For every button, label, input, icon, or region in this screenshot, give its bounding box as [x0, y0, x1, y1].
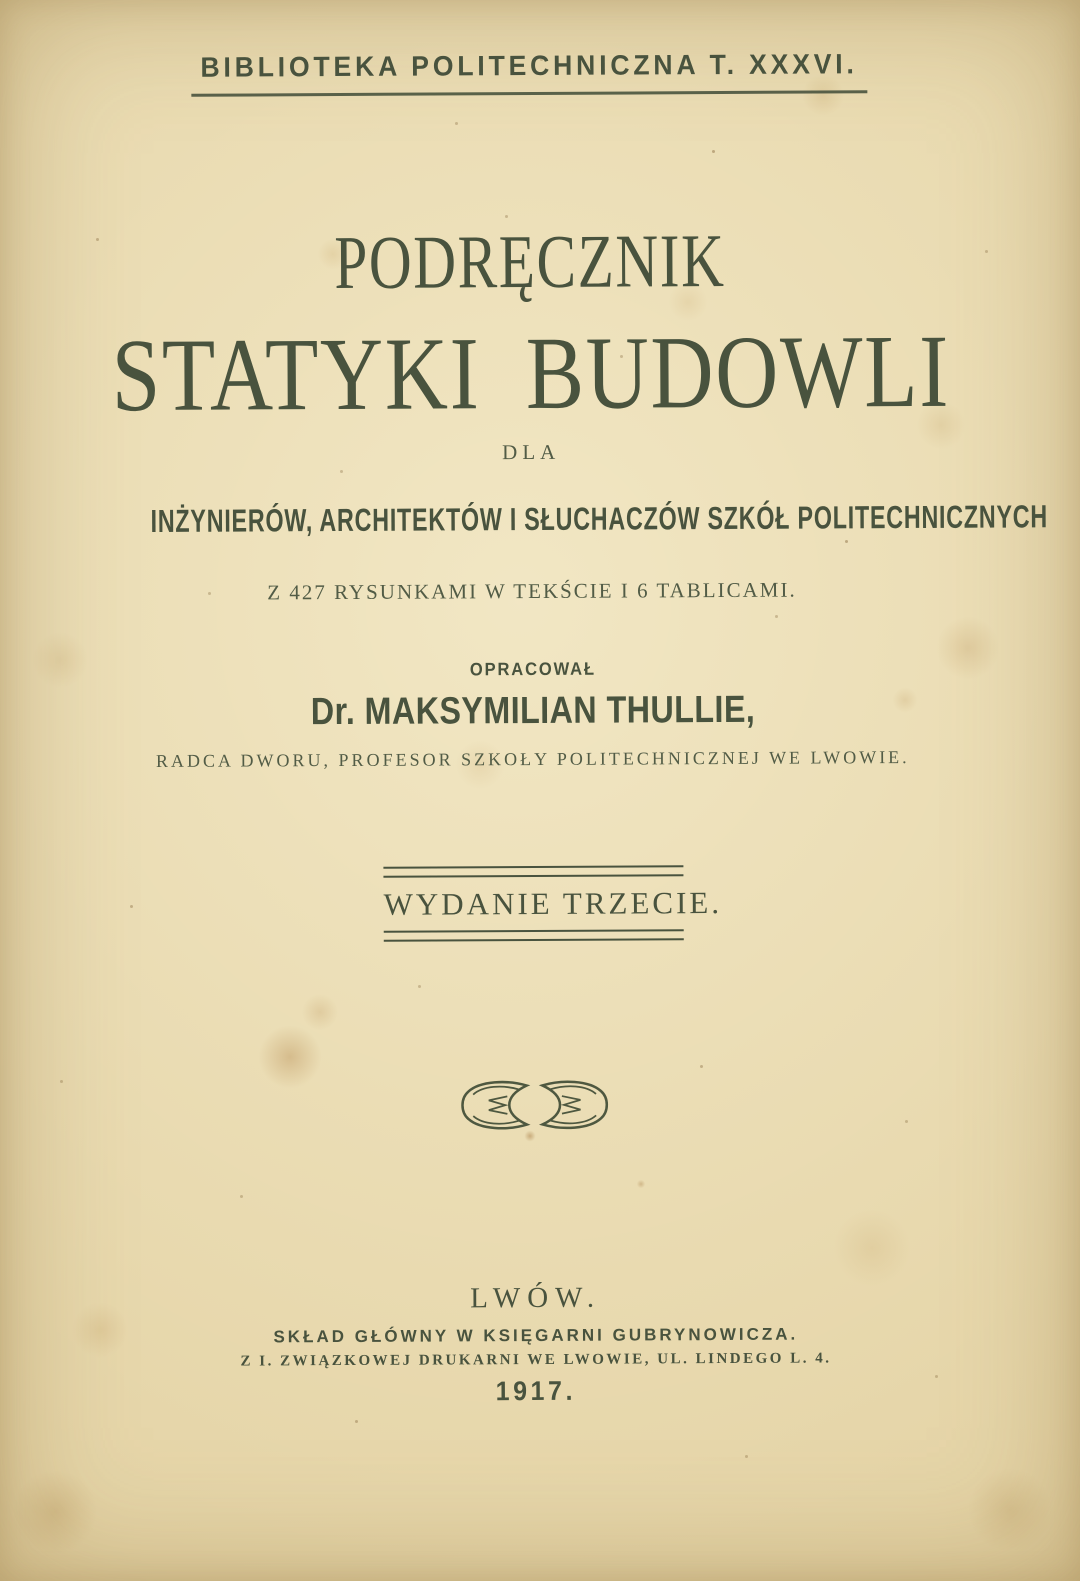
printer-line: Z I. ZWIĄZKOWEJ DRUKARNI WE LWOWIE, UL. LINDEGO L. 4. [240, 1350, 832, 1370]
illustrations-note: Z 427 RYSUNKAMI W TEKŚCIE I 6 TABLICAMI. [267, 577, 797, 605]
audience-line [0, 498, 1079, 541]
audience-line-text: INŻYNIERÓW, ARCHITEKTÓW I SŁUCHACZÓW SZKÓŁ POLITECHNICZNYCH [150, 498, 1049, 539]
for-word: DLA [502, 439, 561, 465]
series-header [0, 47, 1076, 85]
year-label [0, 1373, 1080, 1410]
distributor-line: SKŁAD GŁÓWNY W KSIĘGARNI GUBRYNOWICZA. [273, 1324, 799, 1347]
edition-block [383, 865, 723, 942]
year-label-text: 1917. [495, 1375, 577, 1407]
book-title-line-1-text: PODRĘCZNIK [334, 218, 726, 306]
edition-double-rule-bottom [384, 929, 684, 942]
compiled-by-label [0, 656, 1079, 683]
edition-label: WYDANIE TRZECIE. [383, 885, 723, 922]
author-name-text: Dr. MAKSYMILIAN THULLIE, [310, 688, 755, 734]
author-name [0, 687, 1080, 736]
tulip-ornament-icon [457, 1078, 613, 1138]
book-title-line-2 [0, 311, 1078, 436]
book-title-line-2-text: STATYKI BUDOWLI [111, 313, 951, 434]
series-header-text: BIBLIOTEKA POLITECHNICZNA T. XXXVI. [200, 48, 858, 83]
compiled-by-label-text: OPRACOWAŁ [469, 658, 596, 680]
book-title-line-1 [0, 216, 1077, 309]
series-underline-rule [191, 90, 867, 97]
author-titles: RADCA DWORU, PROFESOR SZKOŁY POLITECHNICZNEJ WE LWOWIE. [155, 747, 910, 771]
city-label: LWÓW. [470, 1281, 602, 1315]
